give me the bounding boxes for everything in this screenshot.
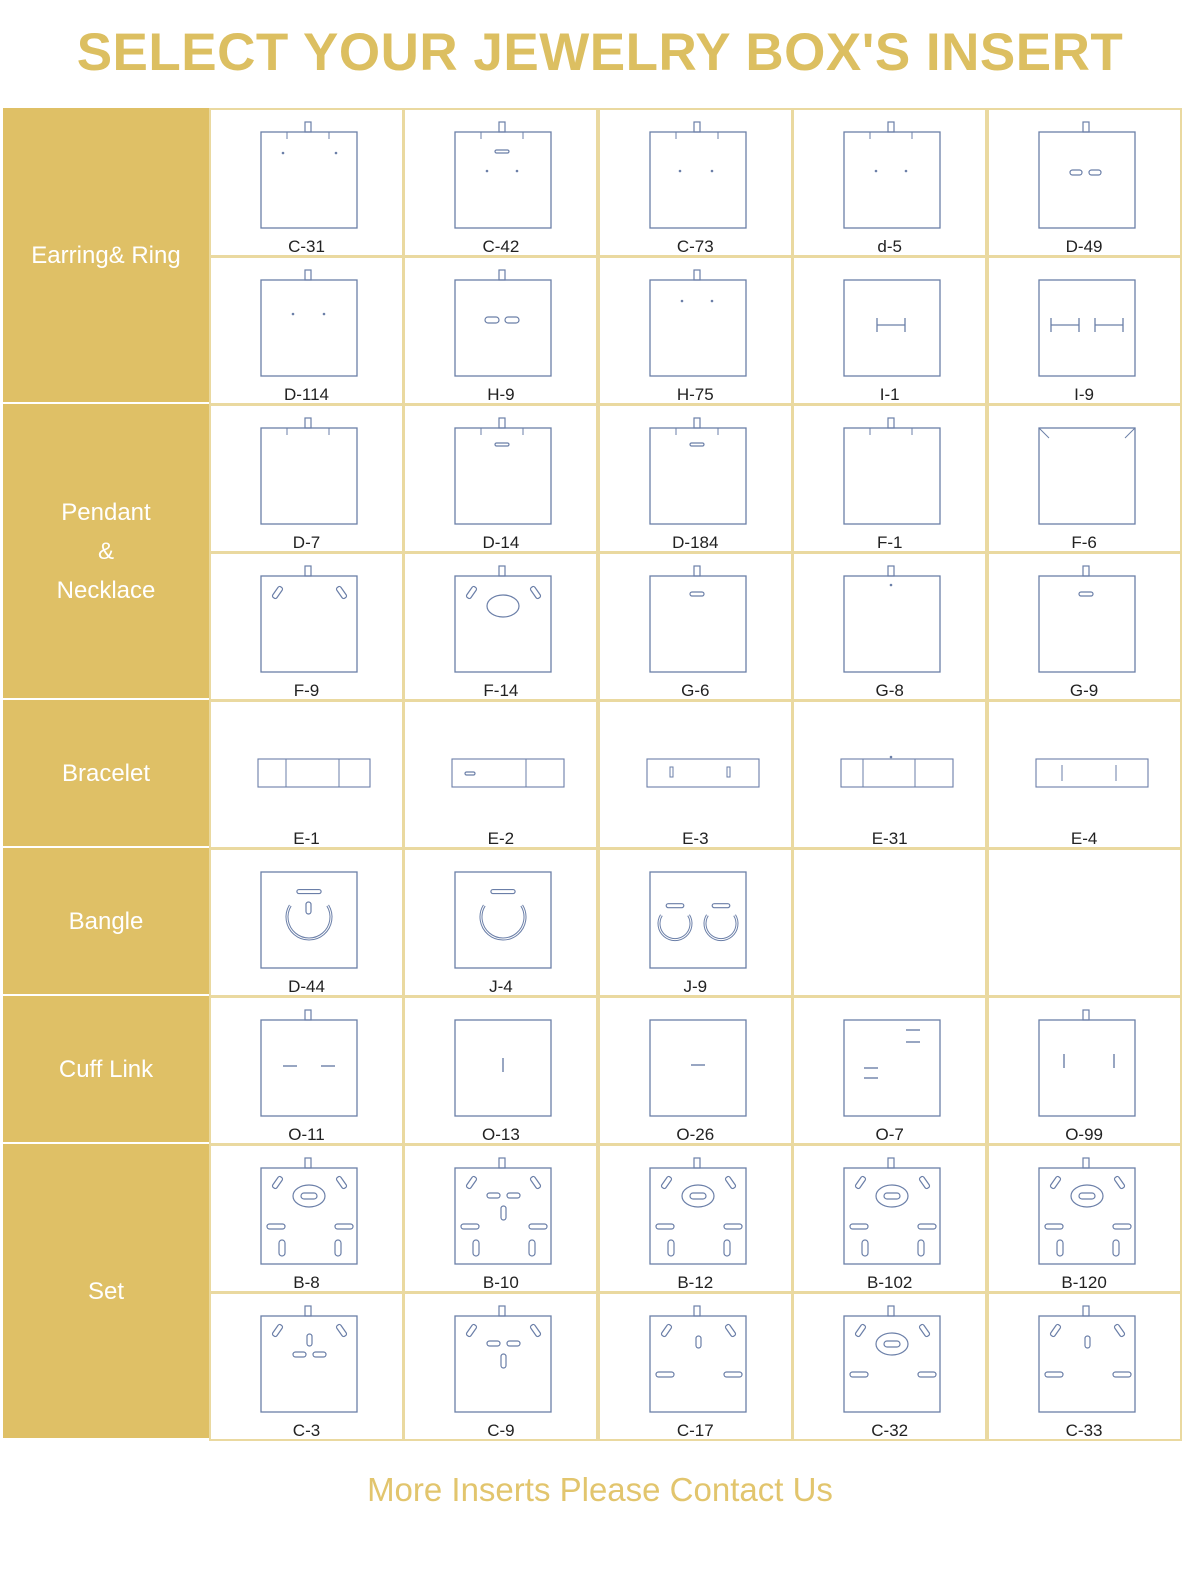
insert-option-c-17[interactable] [598, 1292, 793, 1441]
insert-code: B-12 [677, 1273, 714, 1292]
insert-option-b-8[interactable] [209, 1144, 404, 1293]
category-set [3, 1144, 209, 1438]
insert-code: G-8 [875, 681, 904, 700]
insert-diagram-icon [989, 1294, 1184, 1424]
insert-diagram-icon [405, 1294, 600, 1424]
insert-option-i-1[interactable] [792, 256, 987, 405]
insert-option-d-114[interactable] [209, 256, 404, 405]
insert-diagram-icon [405, 998, 600, 1128]
insert-diagram-icon [794, 702, 989, 832]
insert-code: B-102 [867, 1273, 913, 1292]
insert-code: D-49 [1065, 237, 1103, 256]
insert-option-o-26[interactable] [598, 996, 793, 1145]
insert-code: E-1 [293, 829, 320, 848]
insert-diagram-icon [989, 554, 1184, 684]
insert-diagram-icon [600, 1146, 795, 1276]
insert-code: C-32 [871, 1421, 909, 1440]
insert-diagram-icon [211, 998, 406, 1128]
insert-option-f-9[interactable] [209, 552, 404, 701]
insert-code: H-9 [487, 385, 515, 404]
insert-option-g-8[interactable] [792, 552, 987, 701]
insert-code: O-26 [676, 1125, 715, 1144]
insert-option-g-6[interactable] [598, 552, 793, 701]
insert-option-j-9[interactable] [598, 848, 793, 997]
category-bracelet [3, 700, 209, 846]
category-label: Pendant & Necklace [56, 498, 156, 604]
insert-option-j-4[interactable] [403, 848, 598, 997]
insert-option-f-14[interactable] [403, 552, 598, 701]
insert-option-e-31[interactable] [792, 700, 987, 849]
insert-option-e-3[interactable] [598, 700, 793, 849]
insert-option-e-4[interactable] [987, 700, 1182, 849]
insert-option-b-120[interactable] [987, 1144, 1182, 1293]
insert-diagram-icon [989, 406, 1184, 536]
insert-code: E-3 [682, 829, 709, 848]
insert-diagram-icon [989, 110, 1184, 240]
insert-grid [3, 108, 1181, 1440]
insert-diagram-icon [794, 406, 989, 536]
insert-diagram-icon [600, 554, 795, 684]
insert-diagram-icon [405, 702, 600, 832]
insert-diagram-icon [794, 110, 989, 240]
insert-code: F-6 [1071, 533, 1097, 552]
insert-code: B-120 [1061, 1273, 1107, 1292]
insert-option-o-99[interactable] [987, 996, 1182, 1145]
insert-diagram-icon [794, 1294, 989, 1424]
insert-diagram-icon [600, 850, 795, 980]
insert-diagram-icon [211, 850, 406, 980]
category-bangle [3, 848, 209, 994]
insert-code: C-73 [676, 237, 714, 256]
insert-code: G-9 [1069, 681, 1099, 700]
category-cuff-link [3, 996, 209, 1142]
insert-code: D-7 [292, 533, 321, 552]
insert-diagram-icon [989, 998, 1184, 1128]
insert-code: O-13 [481, 1125, 520, 1144]
category-label: Cuff Link [58, 1055, 154, 1083]
insert-code: D-44 [288, 977, 325, 996]
insert-option-d-184[interactable] [598, 404, 793, 553]
insert-option-d-49[interactable] [987, 108, 1182, 257]
insert-code: F-14 [483, 681, 519, 700]
insert-option-c-32[interactable] [792, 1292, 987, 1441]
empty-cell [792, 848, 987, 997]
insert-code: d-5 [877, 237, 902, 256]
insert-code: F-1 [876, 533, 903, 552]
insert-diagram-icon [405, 110, 600, 240]
insert-code: I-1 [879, 385, 900, 404]
insert-diagram-icon [794, 554, 989, 684]
category-label: Earring& Ring [31, 241, 181, 269]
insert-option-b-12[interactable] [598, 1144, 793, 1293]
insert-diagram-icon [405, 554, 600, 684]
insert-diagram-icon [989, 258, 1184, 388]
insert-diagram-icon [794, 258, 989, 388]
insert-diagram-icon [794, 998, 989, 1128]
category-pendant-necklace [3, 404, 209, 698]
category-label: Set [87, 1277, 125, 1305]
insert-option-f-1[interactable] [792, 404, 987, 553]
insert-code: O-99 [1065, 1125, 1103, 1144]
insert-option-d-14[interactable] [403, 404, 598, 553]
insert-code: E-31 [871, 829, 908, 848]
insert-diagram-icon [211, 110, 406, 240]
insert-option-c-3[interactable] [209, 1292, 404, 1441]
insert-diagram-icon [211, 406, 406, 536]
insert-option-i-9[interactable] [987, 256, 1182, 405]
insert-option-d-44[interactable] [209, 848, 404, 997]
insert-code: C-42 [482, 237, 520, 256]
insert-option-e-1[interactable] [209, 700, 404, 849]
empty-cell [987, 848, 1182, 997]
insert-diagram-icon [211, 702, 406, 832]
insert-code: J-4 [489, 977, 513, 996]
insert-code: O-7 [875, 1125, 904, 1144]
insert-code: C-33 [1065, 1421, 1103, 1440]
page-title: SELECT YOUR JEWELRY BOX'S INSERT [76, 23, 1124, 82]
contact-footer: More Inserts Please Contact Us [367, 1471, 833, 1508]
insert-code: B-8 [293, 1273, 320, 1292]
insert-code: E-2 [487, 829, 515, 848]
insert-code: E-4 [1070, 829, 1098, 848]
insert-code: J-9 [683, 977, 708, 996]
insert-code: H-75 [676, 385, 714, 404]
insert-option-f-6[interactable] [987, 404, 1182, 553]
insert-code: F-9 [293, 681, 320, 700]
insert-code: C-17 [676, 1421, 714, 1440]
insert-code: C-3 [292, 1421, 321, 1440]
insert-diagram-icon [600, 406, 795, 536]
insert-diagram-icon [211, 1146, 406, 1276]
insert-diagram-icon [211, 258, 406, 388]
insert-code: G-6 [681, 681, 710, 700]
insert-diagram-icon [405, 258, 600, 388]
insert-code: C-31 [288, 237, 325, 256]
insert-code: D-184 [672, 533, 719, 552]
insert-code: B-10 [482, 1273, 519, 1292]
insert-option-o-13[interactable] [403, 996, 598, 1145]
insert-option-o-11[interactable] [209, 996, 404, 1145]
insert-code: D-14 [482, 533, 520, 552]
insert-option-h-75[interactable] [598, 256, 793, 405]
insert-code: O-11 [288, 1125, 325, 1144]
insert-diagram-icon [600, 998, 795, 1128]
insert-diagram-icon [600, 110, 795, 240]
insert-diagram-icon [600, 258, 795, 388]
category-label: Bracelet [61, 759, 151, 787]
insert-option-c-42[interactable] [403, 108, 598, 257]
insert-diagram-icon [211, 1294, 406, 1424]
insert-diagram-icon [405, 850, 600, 980]
insert-diagram-icon [989, 1146, 1184, 1276]
insert-option-o-7[interactable] [792, 996, 987, 1145]
insert-option-c-31[interactable] [209, 108, 404, 257]
insert-option-d-5[interactable] [792, 108, 987, 257]
insert-code: C-9 [487, 1421, 515, 1440]
category-label: Bangle [68, 907, 144, 935]
insert-diagram-icon [794, 1146, 989, 1276]
insert-option-h-9[interactable] [403, 256, 598, 405]
category-earring-ring [3, 108, 209, 402]
insert-code: D-114 [283, 385, 330, 404]
insert-diagram-icon [405, 1146, 600, 1276]
insert-diagram-icon [211, 554, 406, 684]
insert-option-c-9[interactable] [403, 1292, 598, 1441]
insert-option-c-73[interactable] [598, 108, 793, 257]
insert-option-c-33[interactable] [987, 1292, 1182, 1441]
insert-option-e-2[interactable] [403, 700, 598, 849]
insert-diagram-icon [600, 1294, 795, 1424]
insert-option-b-102[interactable] [792, 1144, 987, 1293]
insert-option-g-9[interactable] [987, 552, 1182, 701]
insert-option-b-10[interactable] [403, 1144, 598, 1293]
insert-diagram-icon [405, 406, 600, 536]
insert-option-d-7[interactable] [209, 404, 404, 553]
insert-diagram-icon [600, 702, 795, 832]
insert-diagram-icon [989, 702, 1184, 832]
insert-code: I-9 [1074, 385, 1095, 404]
